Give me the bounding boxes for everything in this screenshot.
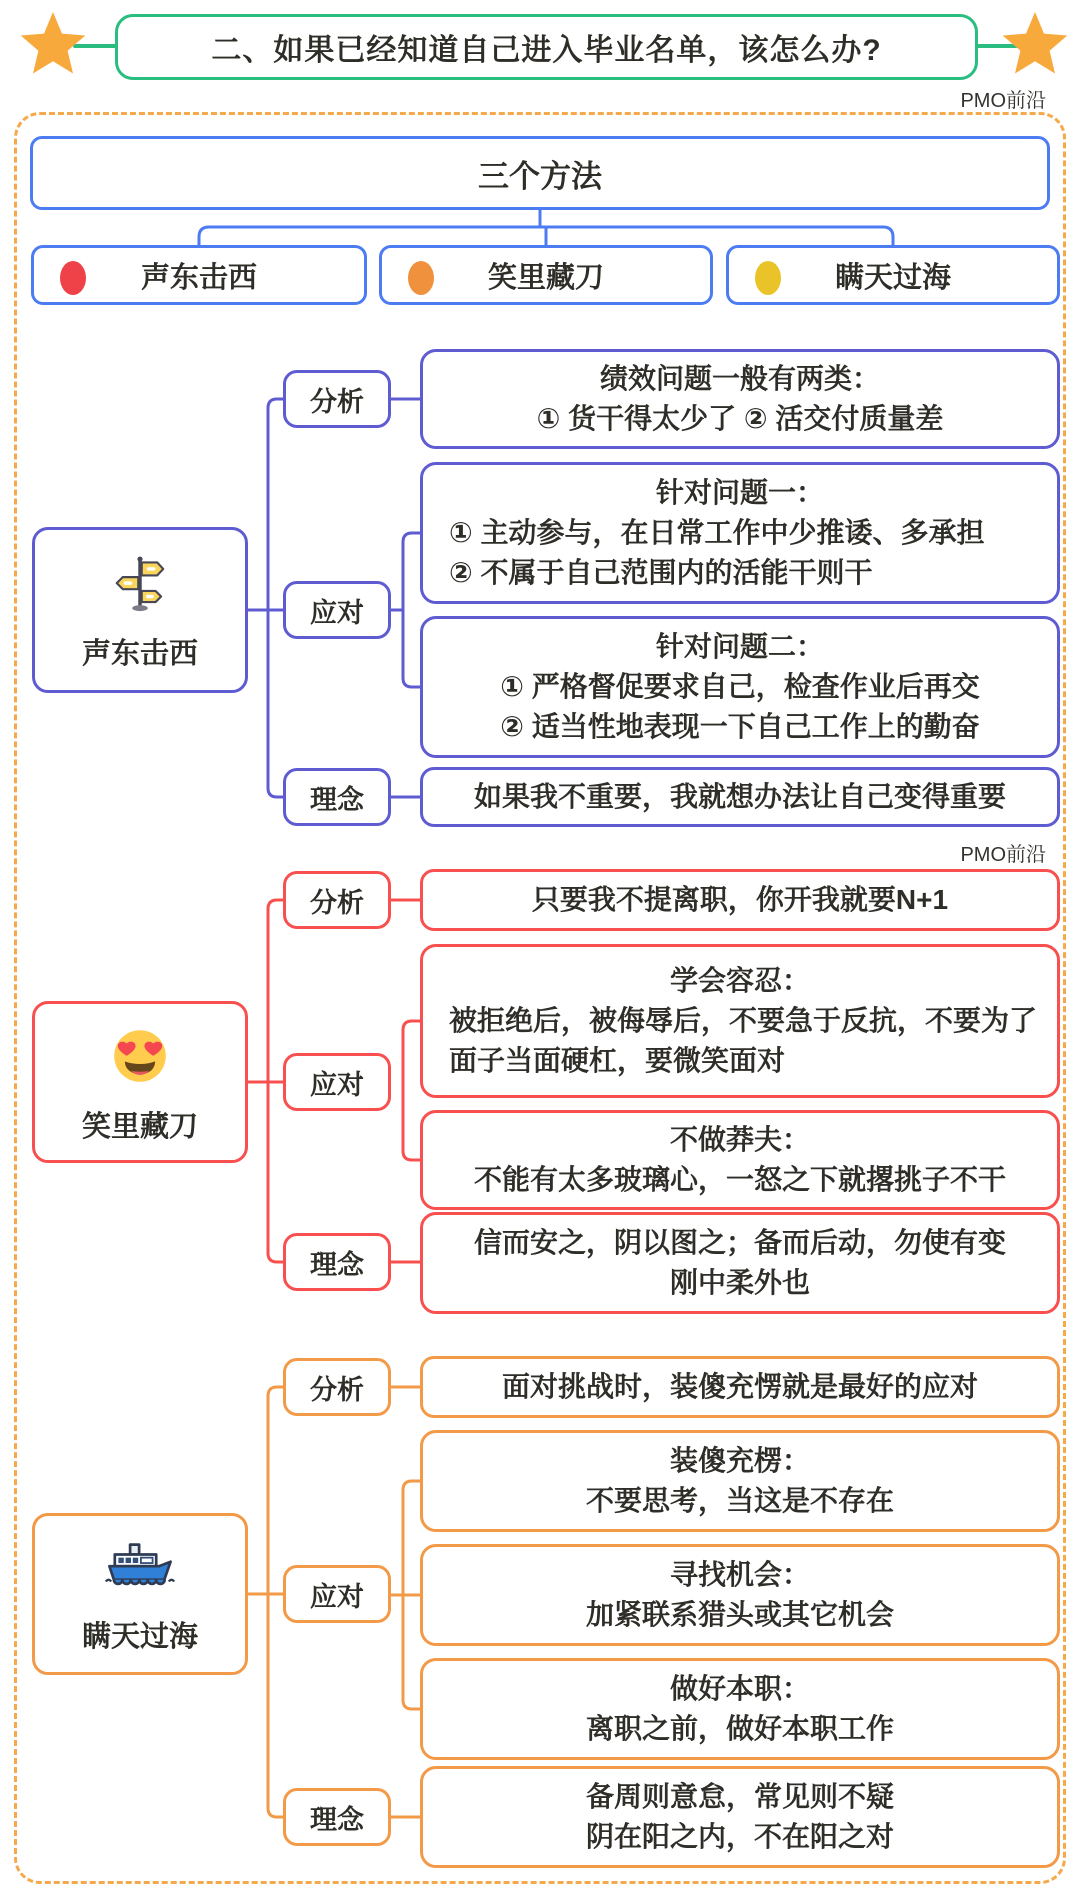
- box-line: 如果我不重要，我就想办法让自己变得重要: [473, 781, 1006, 812]
- section2-node: [32, 1001, 248, 1163]
- box-line: ① 严格督促要求自己，检查作业后再交: [500, 671, 980, 702]
- box-line: 不能有太多玻璃心，一怒之下就撂挑子不干: [473, 1164, 1006, 1195]
- box-line: 被拒绝后，被侮辱后，不要急于反抗，不要为了面子当面硬杠，要微笑面对: [449, 1005, 1038, 1076]
- section3-name: 瞒天过海: [81, 1620, 198, 1653]
- box-line: 备周则意怠，常见则不疑: [585, 1781, 894, 1812]
- section1-analysis-box: [420, 349, 1060, 449]
- box-line: ① 货干得太少了 ② 活交付质量差: [536, 403, 944, 434]
- red-dot-icon: [60, 261, 86, 295]
- heart-eyes-icon: [108, 1024, 172, 1096]
- branch-label: 应对: [310, 1581, 364, 1612]
- box-line: 只要我不提离职，你开我就要N+1: [531, 884, 949, 915]
- section1-response-box-1: [420, 462, 1060, 604]
- box-line: 信而安之，阴以图之；备而后动，勿使有变: [473, 1227, 1006, 1258]
- star-right-icon: [999, 10, 1071, 85]
- section2-name: 笑里藏刀: [81, 1110, 198, 1143]
- box-line: 绩效问题一般有两类：: [599, 363, 880, 394]
- section1-philosophy-box: [420, 767, 1060, 827]
- box-line: 针对问题一：: [655, 477, 824, 508]
- method-chip-3: [726, 245, 1060, 305]
- box-line: 不做莽夫：: [669, 1124, 810, 1155]
- page-title: 二、如果已经知道自己进入毕业名单，该怎么办?: [211, 34, 882, 67]
- method-chip-2: [379, 245, 713, 305]
- box-line: 不要思考，当这是不存在: [585, 1485, 894, 1516]
- orange-dot-icon: [408, 261, 434, 295]
- box-line: 做好本职：: [669, 1673, 810, 1704]
- box-line: 装傻充楞：: [669, 1445, 810, 1476]
- method-chip-label: 声东击西: [140, 261, 257, 294]
- section2-branch-label-analysis: [283, 871, 391, 929]
- section2-response-box-1: [420, 944, 1060, 1098]
- section3-branch-label-philosophy: [283, 1788, 391, 1846]
- branch-label: 应对: [310, 597, 364, 628]
- overview-title-box: [30, 136, 1050, 210]
- box-line: 面对挑战时，装傻充愣就是最好的应对: [501, 1371, 978, 1402]
- section1-branch-label-response: [283, 581, 391, 639]
- title-banner: [115, 14, 978, 80]
- section2-branch-label-response: [283, 1053, 391, 1111]
- section3-response-box-3: [420, 1658, 1060, 1760]
- box-line: 刚中柔外也: [669, 1267, 810, 1298]
- yellow-dot-icon: [755, 261, 781, 295]
- branch-label: 分析: [310, 386, 364, 417]
- section3-philosophy-box: [420, 1766, 1060, 1868]
- section1-branch-label-philosophy: [283, 768, 391, 826]
- branch-label: 理念: [310, 784, 364, 815]
- box-line: 学会容忍：: [669, 965, 810, 996]
- section3-node: [32, 1513, 248, 1675]
- box-line: 阴在阳之内，不在阳之对: [585, 1821, 894, 1852]
- section1-branch-label-analysis: [283, 370, 391, 428]
- section2-analysis-box: [420, 869, 1060, 931]
- box-line: 加紧联系猎头或其它机会: [585, 1599, 894, 1630]
- section3-branch-label-analysis: [283, 1358, 391, 1416]
- section3-branch-label-response: [283, 1565, 391, 1623]
- method-chip-label: 笑里藏刀: [487, 261, 604, 294]
- box-line: ② 适当性地表现一下自己工作上的勤奋: [500, 711, 980, 742]
- section1-node: [32, 527, 248, 693]
- section3-response-box-2: [420, 1544, 1060, 1646]
- star-left-icon: [17, 10, 89, 85]
- overview-title: 三个方法: [478, 158, 602, 194]
- box-line: ② 不属于自己范围内的活能干则干: [449, 557, 873, 588]
- section2-response-box-2: [420, 1110, 1060, 1210]
- section1-name: 声东击西: [81, 637, 198, 670]
- box-line: ① 主动参与，在日常工作中少推诿、多承担: [449, 517, 985, 548]
- watermark-text: PMO前沿: [960, 844, 1046, 866]
- box-line: 针对问题二：: [655, 631, 824, 662]
- branch-label: 理念: [310, 1249, 364, 1280]
- branch-label: 理念: [310, 1804, 364, 1835]
- method-chip-1: [31, 245, 367, 305]
- watermark-text: PMO前沿: [960, 90, 1046, 112]
- section3-response-box-1: [420, 1430, 1060, 1532]
- branch-label: 分析: [310, 887, 364, 918]
- ship-icon: [104, 1538, 176, 1606]
- branch-label: 分析: [310, 1374, 364, 1405]
- branch-label: 应对: [310, 1069, 364, 1100]
- signpost-icon: [109, 553, 171, 623]
- box-line: 离职之前，做好本职工作: [585, 1713, 894, 1744]
- section2-philosophy-box: [420, 1212, 1060, 1314]
- method-chip-label: 瞒天过海: [834, 261, 951, 294]
- section3-analysis-box: [420, 1356, 1060, 1418]
- section2-branch-label-philosophy: [283, 1233, 391, 1291]
- box-line: 寻找机会：: [669, 1559, 810, 1590]
- section1-response-box-2: [420, 616, 1060, 758]
